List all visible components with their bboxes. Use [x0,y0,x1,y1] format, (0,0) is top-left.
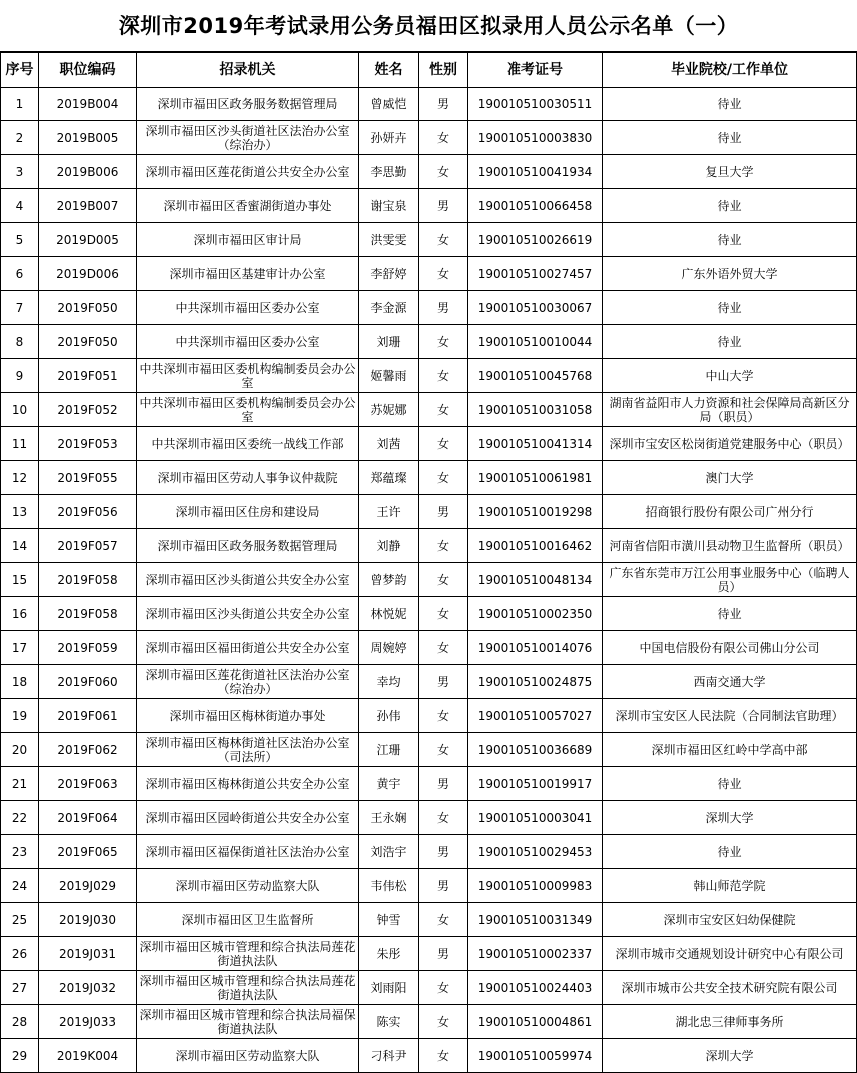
cell-seq: 2 [1,121,39,155]
cell-seq: 15 [1,563,39,597]
cell-code: 2019F051 [39,359,137,393]
cell-school: 广东省东莞市万江公用事业服务中心（临聘人员） [603,563,857,597]
cell-agency: 中共深圳市福田区委机构编制委员会办公室 [137,359,359,393]
cell-name: 李舒婷 [359,257,419,291]
cell-name: 苏妮娜 [359,393,419,427]
cell-agency: 深圳市福田区审计局 [137,223,359,257]
cell-name: 黄宇 [359,767,419,801]
cell-code: 2019F055 [39,461,137,495]
cell-agency: 深圳市福田区城市管理和综合执法局福保街道执法队 [137,1005,359,1039]
cell-school: 待业 [603,597,857,631]
cell-seq: 26 [1,937,39,971]
cell-exam-id: 190010510003830 [468,121,603,155]
cell-seq: 24 [1,869,39,903]
cell-name: 曾梦韵 [359,563,419,597]
cell-name: 孙伟 [359,699,419,733]
cell-school: 广东外语外贸大学 [603,257,857,291]
cell-seq: 14 [1,529,39,563]
cell-agency: 深圳市福田区梅林街道社区法治办公室（司法所） [137,733,359,767]
cell-school: 中国电信股份有限公司佛山分公司 [603,631,857,665]
cell-agency: 深圳市福田区住房和建设局 [137,495,359,529]
cell-gender: 男 [419,767,468,801]
cell-agency: 中共深圳市福田区委机构编制委员会办公室 [137,393,359,427]
cell-seq: 7 [1,291,39,325]
cell-school: 深圳市城市交通规划设计研究中心有限公司 [603,937,857,971]
table-row [1,325,857,359]
cell-agency: 深圳市福田区梅林街道公共安全办公室 [137,767,359,801]
header-school: 毕业院校/工作单位 [603,53,857,88]
cell-gender: 男 [419,291,468,325]
cell-seq: 10 [1,393,39,427]
cell-exam-id: 190010510019917 [468,767,603,801]
cell-code: 2019B006 [39,155,137,189]
table-row [1,631,857,665]
cell-school: 韩山师范学院 [603,869,857,903]
cell-school: 深圳市福田区红岭中学高中部 [603,733,857,767]
cell-exam-id: 190010510059974 [468,1039,603,1073]
candidate-table [0,52,857,1073]
cell-code: 2019K004 [39,1039,137,1073]
cell-name: 刁科尹 [359,1039,419,1073]
cell-exam-id: 190010510026619 [468,223,603,257]
cell-exam-id: 190010510002350 [468,597,603,631]
cell-name: 刘珊 [359,325,419,359]
cell-agency: 深圳市福田区梅林街道办事处 [137,699,359,733]
table-row [1,155,857,189]
cell-agency: 深圳市福田区香蜜湖街道办事处 [137,189,359,223]
table-row [1,291,857,325]
header-code: 职位编码 [39,53,137,88]
cell-gender: 女 [419,1039,468,1073]
cell-gender: 男 [419,189,468,223]
table-row [1,767,857,801]
cell-exam-id: 190010510010044 [468,325,603,359]
cell-gender: 女 [419,699,468,733]
cell-school: 招商银行股份有限公司广州分行 [603,495,857,529]
cell-gender: 女 [419,461,468,495]
cell-agency: 深圳市福田区城市管理和综合执法局莲花街道执法队 [137,971,359,1005]
cell-seq: 21 [1,767,39,801]
cell-gender: 男 [419,835,468,869]
cell-exam-id: 190010510016462 [468,529,603,563]
cell-school: 待业 [603,121,857,155]
cell-exam-id: 190010510031349 [468,903,603,937]
table-row [1,903,857,937]
cell-exam-id: 190010510036689 [468,733,603,767]
cell-code: 2019J031 [39,937,137,971]
cell-seq: 4 [1,189,39,223]
cell-agency: 中共深圳市福田区委统一战线工作部 [137,427,359,461]
cell-seq: 6 [1,257,39,291]
cell-gender: 男 [419,665,468,699]
cell-code: 2019F057 [39,529,137,563]
cell-code: 2019D006 [39,257,137,291]
cell-school: 深圳市城市公共安全技术研究院有限公司 [603,971,857,1005]
header-gender: 性别 [419,53,468,88]
cell-exam-id: 190010510019298 [468,495,603,529]
table-row [1,359,857,393]
cell-name: 李思勤 [359,155,419,189]
table-row [1,733,857,767]
cell-exam-id: 190010510061981 [468,461,603,495]
cell-gender: 女 [419,223,468,257]
cell-seq: 1 [1,88,39,121]
table-row [1,393,857,427]
cell-code: 2019F053 [39,427,137,461]
cell-name: 周婉婷 [359,631,419,665]
cell-name: 朱彤 [359,937,419,971]
cell-school: 待业 [603,835,857,869]
cell-agency: 深圳市福田区劳动人事争议仲裁院 [137,461,359,495]
cell-seq: 12 [1,461,39,495]
cell-seq: 8 [1,325,39,359]
cell-school: 深圳市宝安区松岗街道党建服务中心（职员） [603,427,857,461]
cell-gender: 女 [419,257,468,291]
cell-school: 湖北忠三律师事务所 [603,1005,857,1039]
table-row [1,937,857,971]
cell-school: 中山大学 [603,359,857,393]
cell-agency: 深圳市福田区沙头街道社区法治办公室（综治办） [137,121,359,155]
cell-code: 2019B004 [39,88,137,121]
cell-gender: 女 [419,631,468,665]
cell-seq: 13 [1,495,39,529]
cell-seq: 29 [1,1039,39,1073]
cell-name: 韦伟松 [359,869,419,903]
cell-seq: 20 [1,733,39,767]
cell-gender: 女 [419,1005,468,1039]
cell-code: 2019F052 [39,393,137,427]
page-title: 深圳市2019年考试录用公务员福田区拟录用人员公示名单（一） [0,0,857,52]
cell-exam-id: 190010510009983 [468,869,603,903]
cell-name: 刘雨阳 [359,971,419,1005]
cell-school: 待业 [603,223,857,257]
cell-code: 2019F058 [39,597,137,631]
cell-gender: 女 [419,121,468,155]
cell-agency: 深圳市福田区福田街道公共安全办公室 [137,631,359,665]
table-row [1,699,857,733]
cell-school: 澳门大学 [603,461,857,495]
cell-exam-id: 190010510002337 [468,937,603,971]
cell-school: 深圳大学 [603,1039,857,1073]
cell-code: 2019J033 [39,1005,137,1039]
cell-agency: 深圳市福田区福保街道社区法治办公室 [137,835,359,869]
cell-exam-id: 190010510048134 [468,563,603,597]
cell-name: 刘茜 [359,427,419,461]
cell-agency: 深圳市福田区劳动监察大队 [137,1039,359,1073]
cell-code: 2019F065 [39,835,137,869]
cell-exam-id: 190010510041934 [468,155,603,189]
cell-school: 复旦大学 [603,155,857,189]
cell-agency: 深圳市福田区沙头街道公共安全办公室 [137,597,359,631]
cell-school: 河南省信阳市潢川县动物卫生监督所（职员） [603,529,857,563]
cell-agency: 深圳市福田区莲花街道社区法治办公室（综治办） [137,665,359,699]
cell-gender: 女 [419,325,468,359]
cell-name: 王许 [359,495,419,529]
cell-agency: 深圳市福田区基建审计办公室 [137,257,359,291]
table-row [1,121,857,155]
cell-name: 江珊 [359,733,419,767]
cell-school: 湖南省益阳市人力资源和社会保障局高新区分局（职员） [603,393,857,427]
table-row [1,869,857,903]
cell-seq: 27 [1,971,39,1005]
cell-seq: 17 [1,631,39,665]
table-row [1,427,857,461]
cell-seq: 23 [1,835,39,869]
cell-exam-id: 190010510045768 [468,359,603,393]
cell-code: 2019F059 [39,631,137,665]
cell-agency: 深圳市福田区劳动监察大队 [137,869,359,903]
cell-code: 2019F050 [39,291,137,325]
cell-school: 待业 [603,88,857,121]
cell-code: 2019J032 [39,971,137,1005]
cell-code: 2019B007 [39,189,137,223]
cell-name: 刘静 [359,529,419,563]
table-row [1,801,857,835]
header-exam-id: 准考证号 [468,53,603,88]
table-row [1,257,857,291]
cell-school: 待业 [603,325,857,359]
cell-name: 谢宝泉 [359,189,419,223]
cell-code: 2019F060 [39,665,137,699]
cell-code: 2019F056 [39,495,137,529]
cell-seq: 25 [1,903,39,937]
cell-agency: 深圳市福田区城市管理和综合执法局莲花街道执法队 [137,937,359,971]
header-name: 姓名 [359,53,419,88]
cell-gender: 女 [419,155,468,189]
cell-agency: 深圳市福田区卫生监督所 [137,903,359,937]
cell-gender: 女 [419,733,468,767]
table-row [1,835,857,869]
cell-name: 孙妍卉 [359,121,419,155]
table-row [1,495,857,529]
cell-exam-id: 190010510003041 [468,801,603,835]
cell-name: 钟雪 [359,903,419,937]
header-row [1,53,857,88]
cell-school: 待业 [603,291,857,325]
cell-exam-id: 190010510030067 [468,291,603,325]
header-agency: 招录机关 [137,53,359,88]
cell-gender: 女 [419,529,468,563]
cell-name: 王永娴 [359,801,419,835]
cell-school: 西南交通大学 [603,665,857,699]
cell-name: 洪雯雯 [359,223,419,257]
cell-name: 幸均 [359,665,419,699]
cell-gender: 女 [419,971,468,1005]
cell-school: 待业 [603,767,857,801]
cell-gender: 男 [419,937,468,971]
cell-seq: 19 [1,699,39,733]
cell-code: 2019F062 [39,733,137,767]
cell-seq: 16 [1,597,39,631]
cell-exam-id: 190010510041314 [468,427,603,461]
cell-code: 2019J029 [39,869,137,903]
cell-gender: 女 [419,393,468,427]
cell-gender: 男 [419,88,468,121]
cell-gender: 男 [419,869,468,903]
cell-agency: 深圳市福田区政务服务数据管理局 [137,529,359,563]
cell-name: 刘浩宇 [359,835,419,869]
cell-code: 2019F050 [39,325,137,359]
cell-exam-id: 190010510027457 [468,257,603,291]
cell-seq: 28 [1,1005,39,1039]
cell-exam-id: 190010510024875 [468,665,603,699]
cell-gender: 女 [419,597,468,631]
table-row [1,189,857,223]
cell-code: 2019F061 [39,699,137,733]
cell-exam-id: 190010510004861 [468,1005,603,1039]
cell-exam-id: 190010510029453 [468,835,603,869]
cell-code: 2019F064 [39,801,137,835]
cell-code: 2019F058 [39,563,137,597]
table-body [1,88,857,1073]
table-row [1,665,857,699]
cell-name: 曾威恺 [359,88,419,121]
cell-code: 2019B005 [39,121,137,155]
cell-code: 2019J030 [39,903,137,937]
cell-school: 深圳市宝安区人民法院（合同制法官助理） [603,699,857,733]
cell-agency: 深圳市福田区莲花街道公共安全办公室 [137,155,359,189]
cell-agency: 中共深圳市福田区委办公室 [137,325,359,359]
cell-code: 2019F063 [39,767,137,801]
cell-seq: 18 [1,665,39,699]
cell-gender: 女 [419,563,468,597]
cell-exam-id: 190010510031058 [468,393,603,427]
cell-school: 深圳市宝安区妇幼保健院 [603,903,857,937]
header-seq: 序号 [1,53,39,88]
cell-exam-id: 190010510014076 [468,631,603,665]
cell-gender: 女 [419,427,468,461]
cell-agency: 深圳市福田区沙头街道公共安全办公室 [137,563,359,597]
cell-name: 林悦妮 [359,597,419,631]
cell-seq: 22 [1,801,39,835]
cell-seq: 11 [1,427,39,461]
cell-exam-id: 190010510057027 [468,699,603,733]
cell-gender: 女 [419,801,468,835]
cell-school: 深圳大学 [603,801,857,835]
cell-code: 2019D005 [39,223,137,257]
table-row [1,971,857,1005]
cell-name: 郑蕴璨 [359,461,419,495]
table-row [1,1039,857,1073]
cell-name: 李金源 [359,291,419,325]
table-row [1,223,857,257]
cell-agency: 深圳市福田区政务服务数据管理局 [137,88,359,121]
cell-seq: 5 [1,223,39,257]
cell-name: 陈实 [359,1005,419,1039]
table-row [1,88,857,121]
cell-name: 姬馨雨 [359,359,419,393]
cell-seq: 3 [1,155,39,189]
cell-school: 待业 [603,189,857,223]
cell-agency: 中共深圳市福田区委办公室 [137,291,359,325]
table-row [1,529,857,563]
cell-agency: 深圳市福田区园岭街道公共安全办公室 [137,801,359,835]
cell-seq: 9 [1,359,39,393]
table-row [1,1005,857,1039]
cell-exam-id: 190010510030511 [468,88,603,121]
cell-gender: 女 [419,903,468,937]
cell-exam-id: 190010510066458 [468,189,603,223]
cell-gender: 女 [419,359,468,393]
table-row [1,597,857,631]
table-row [1,461,857,495]
cell-exam-id: 190010510024403 [468,971,603,1005]
table-row [1,563,857,597]
cell-gender: 男 [419,495,468,529]
